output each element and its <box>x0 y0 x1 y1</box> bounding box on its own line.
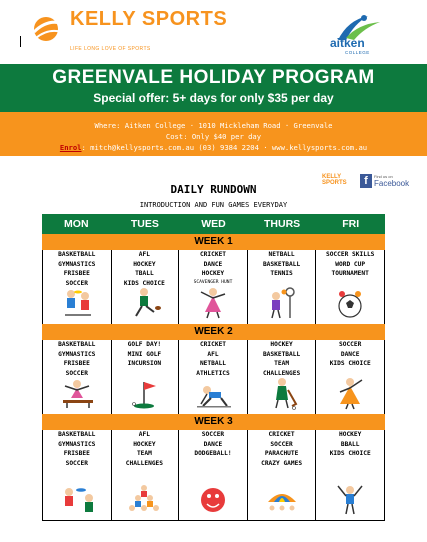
activity-label: KIDS CHOICE <box>329 360 371 367</box>
activity-label: HOCKEY <box>201 270 225 277</box>
activity-label: INCURSION <box>127 360 162 367</box>
football-kick-icon <box>126 286 162 320</box>
activity-label: NETBALL <box>199 360 227 367</box>
activity-label: DANCE <box>203 260 223 268</box>
dancer-icon <box>195 286 231 320</box>
week-3-tues-cell <box>111 430 180 520</box>
activity-label: AFL <box>138 251 150 258</box>
cost-text: Cost: Only $40 per day <box>165 132 262 141</box>
gymnast-icon <box>59 376 95 410</box>
frisbee-throw-icon <box>59 482 95 516</box>
activity-label: PARACHUTE <box>264 450 299 457</box>
week-2-row <box>42 340 385 414</box>
kelly-sports-logo-icon <box>30 14 66 44</box>
activity-label: GOLF DAY! <box>127 341 162 348</box>
facebook-name: Facebook <box>374 179 410 188</box>
week-1-row <box>42 250 385 324</box>
week-2-tues-cell <box>111 340 180 414</box>
week-3-row <box>42 430 385 520</box>
week-2-wed-cell <box>179 340 248 414</box>
golf-flag-icon <box>126 376 162 410</box>
activity-label: SOCCER <box>339 341 362 348</box>
day-header-mon: MON <box>64 218 89 230</box>
activity-label: GYMNASTICS <box>58 260 96 268</box>
activity-label: CHALLENGES <box>125 459 164 467</box>
text-cursor <box>20 36 21 47</box>
day-header-tues: TUES <box>130 218 159 230</box>
aitken-logo: aitken <box>330 36 365 50</box>
kid-cheering-icon <box>332 482 368 516</box>
location-text: Where: Aitken College · 1010 Mickleham Road · Greenvale <box>94 121 333 130</box>
facebook-icon: f <box>360 174 372 188</box>
activity-label: WORD CUP <box>335 260 366 268</box>
week-2-fri-cell <box>316 340 385 414</box>
activity-label: FRISBEE <box>63 360 90 367</box>
activity-label: GYMNASTICS <box>58 440 96 448</box>
week-1-fri-cell <box>316 250 385 324</box>
activity-label: GYMNASTICS <box>58 350 96 358</box>
facebook-kelly-logo: KELLY SPORTS <box>322 174 347 186</box>
activity-label: TBALL <box>135 270 154 277</box>
week-3-header: WEEK 3 <box>42 414 385 430</box>
parachute-icon <box>264 482 300 516</box>
rundown-title: DAILY RUNDOWN <box>170 183 257 196</box>
rundown-intro: INTRODUCTION AND FUN GAMES EVERYDAY <box>139 201 288 209</box>
activity-label: SOCCER <box>65 369 88 377</box>
activity-label: KIDS CHOICE <box>329 450 371 457</box>
day-header-fri: FRI <box>342 218 360 230</box>
enrol-details: : mitch@kellysports.com.au (03) 9384 2204 · www.kellysports.com.au <box>81 143 368 152</box>
activity-label: HOCKEY <box>133 440 156 448</box>
day-header-row <box>42 214 385 234</box>
week-3-wed-cell <box>179 430 248 520</box>
day-header-thurs: THURS <box>264 218 301 230</box>
activity-label: KIDS CHOICE <box>123 279 165 287</box>
enrol-line <box>0 143 427 152</box>
week-1-thurs-cell <box>248 250 317 324</box>
day-header-wed: WED <box>201 218 226 230</box>
week-3-fri-cell <box>316 430 385 520</box>
program-title: GREENVALE HOLIDAY PROGRAM <box>52 67 375 88</box>
activity-label: SOCCER <box>270 440 293 448</box>
week-1-header: WEEK 1 <box>42 234 385 250</box>
enrol-link[interactable]: Enrol <box>59 143 82 152</box>
activity-label: AFL <box>207 350 219 358</box>
activity-label: BASKETBALL <box>262 260 301 268</box>
netball-icon <box>264 286 300 320</box>
activity-label: SOCCER <box>65 459 88 467</box>
soccer-ball-icon <box>332 286 368 320</box>
activity-label: DODGEBALL! <box>194 450 232 457</box>
activity-label: BASKETBALL <box>262 350 301 358</box>
activity-label: TEAM <box>274 360 290 367</box>
facebook-find-text: Find us on <box>374 174 393 179</box>
top-bar <box>0 0 427 62</box>
activity-label: BASKETBALL <box>58 431 96 438</box>
aitken-sub-logo: COLLEGE <box>345 50 370 55</box>
kelly-sports-tagline: LIFE LONG LOVE OF SPORTS <box>70 46 151 52</box>
activity-label: FRISBEE <box>63 450 90 457</box>
week-2-header: WEEK 2 <box>42 324 385 340</box>
activity-label: TENNIS <box>270 270 293 277</box>
week-3-thurs-cell <box>248 430 317 520</box>
activity-label: MINI GOLF <box>127 350 162 358</box>
activity-label: AFL <box>138 431 150 438</box>
kelly-sports-logo: KELLY SPORTS <box>70 8 228 30</box>
week-2-mon-cell <box>42 340 112 414</box>
info-band <box>0 112 427 156</box>
activity-label: DANCE <box>340 350 360 358</box>
activity-label: HOCKEY <box>339 431 362 438</box>
week-1-tues-cell <box>111 250 180 324</box>
activity-label: FRISBEE <box>63 270 90 277</box>
activity-label: CRICKET <box>199 341 227 348</box>
activity-label: CHALLENGES <box>262 369 301 377</box>
activity-label: TEAM <box>136 450 152 457</box>
dancer-girl-icon <box>332 376 368 410</box>
activity-small-label: SCAVENGER HUNT <box>193 279 233 285</box>
activity-label: NETBALL <box>268 251 295 258</box>
activity-label: HOCKEY <box>270 341 293 348</box>
activity-label: BASKETBALL <box>58 341 96 348</box>
special-offer: Special offer: 5+ days for only $35 per day <box>93 91 334 105</box>
facebook-badge[interactable] <box>322 174 414 190</box>
activity-label: TOURNAMENT <box>331 270 369 277</box>
activity-label: SOCCER <box>201 431 225 438</box>
activity-label: DANCE <box>203 440 223 448</box>
hockey-girl-icon <box>264 376 300 410</box>
sprinter-icon <box>195 376 231 410</box>
week-1-wed-cell <box>179 250 248 324</box>
week-3-mon-cell <box>42 430 112 520</box>
activity-label: SOCCER SKILLS <box>325 251 375 258</box>
activity-label: BASKETBALL <box>58 251 96 258</box>
activity-label: ATHLETICS <box>196 369 230 377</box>
kids-pyramid-icon <box>126 482 162 516</box>
activity-label: BBALL <box>340 440 360 448</box>
activity-label: SOCCER <box>65 279 88 287</box>
program-banner <box>0 64 427 112</box>
kids-frisbee-icon <box>59 286 95 320</box>
activity-label: HOCKEY <box>133 260 156 268</box>
activity-label: CRICKET <box>199 251 227 258</box>
week-1-mon-cell <box>42 250 112 324</box>
activity-label: CRICKET <box>268 431 295 438</box>
dodgeball-icon <box>195 482 231 516</box>
week-2-thurs-cell <box>248 340 317 414</box>
activity-label: CRAZY GAMES <box>261 459 303 467</box>
row-divider <box>42 520 385 521</box>
